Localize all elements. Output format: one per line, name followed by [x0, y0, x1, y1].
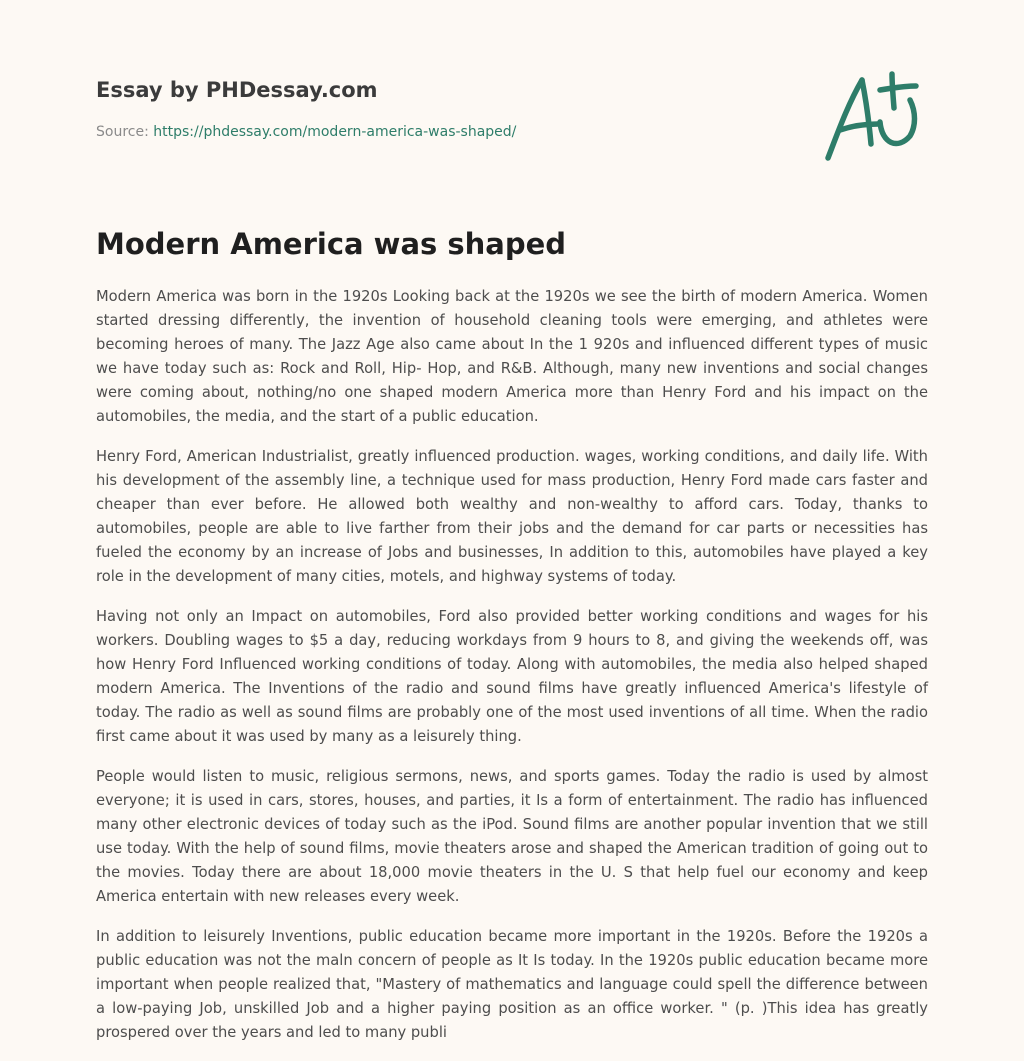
source-link[interactable]: https://phdessay.com/modern-america-was-shaped/ — [153, 124, 517, 140]
essay-title: Modern America was shaped — [96, 227, 567, 261]
essay-paragraph: Henry Ford, American Industrialist, greatly influenced production. wages, working conditions, and daily life. With his development of the assembly line, a technique used for mass production, Henry Ford made cars faster and cheaper than ever before. He allowed both wealthy and non-wealthy to afford cars. Today, thanks to automobiles, people are able to live farther from their jobs and the demand for car parts or necessities has fueled the economy by an increase of Jobs and businesses, In addition to this, automobiles have played a key role in the development of many cities, motels, and highway systems of today. — [96, 448, 928, 585]
source-label: Source: — [96, 124, 149, 140]
essay-paragraph: Modern America was born in the 1920s Looking back at the 1920s we see the birth of modern America. Women started dressing differently, the invention of household cleaning tools were emerging, and athletes were becoming heroes of many. The Jazz Age also came about In the 1 920s and influenced different types of music we have today such as: Rock and Roll, Hip- Hop, and R&B. Although, many new inventions and social changes were coming about, nothing/no one shaped modern America more than Henry Ford and his impact on the automobiles, the media, and the start of a public education. — [96, 288, 928, 425]
essay-paragraph: In addition to leisurely Inventions, public education became more important in the 1920s. Before the 1920s a public education was not the maln concern of people as It Is today. In the 1920s public education became more important when people realized that, "Mastery of mathematics and language could spell the difference between a low-paying Job, unskilled Job and a higher paying position as an office worker. " (p. )This idea has greatly prospered over the years and led to many publi — [96, 928, 928, 1041]
essay-paragraph: People would listen to music, religious sermons, news, and sports games. Today the radio is used by almost everyone; it is used in cars, stores, houses, and parties, it Is a form of entertainment. The radio has influenced many other electronic devices of today such as the iPod. Sound films are another popular invention that we still use today. With the help of sound films, movie theaters arose and shaped the American tradition of going out to the movies. Today there are about 18,000 movie theaters in the U. S that help fuel our economy and keep America entertain with new releases every week. — [96, 768, 928, 905]
essay-paragraph: Having not only an Impact on automobiles, Ford also provided better working conditions and wages for his workers. Doubling wages to $5 a day, reducing workdays from 9 hours to 8, and giving the weekends off, was how Henry Ford Influenced working conditions of today. Along with automobiles, the media also helped shaped modern America. The Inventions of the radio and sound films have greatly influenced America's lifestyle of today. The radio as well as sound films are probably one of the most used inventions of all time. When the radio first came about it was used by many as a leisurely thing. — [96, 608, 928, 745]
source-line — [96, 122, 736, 142]
essay-body — [96, 285, 928, 1061]
brand-title: Essay by PHDessay.com — [96, 78, 378, 102]
page-header — [96, 72, 736, 142]
a-plus-grade-icon — [818, 64, 930, 168]
